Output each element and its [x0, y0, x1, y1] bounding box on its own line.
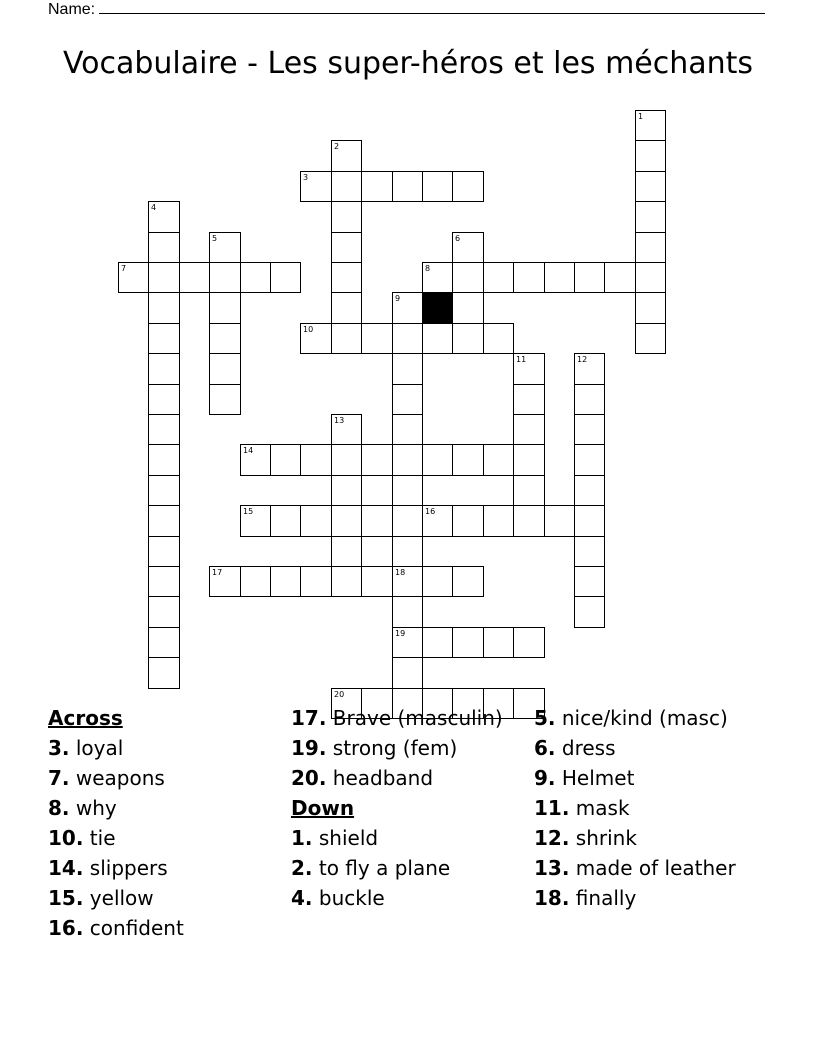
crossword-cell[interactable]	[209, 353, 241, 385]
crossword-cell[interactable]	[240, 505, 271, 537]
crossword-cell[interactable]	[331, 566, 362, 597]
clue-text: headband	[332, 765, 434, 790]
crossword-cell[interactable]	[209, 292, 241, 324]
crossword-cell[interactable]	[148, 596, 180, 628]
crossword-cell[interactable]	[452, 171, 484, 202]
crossword-cell[interactable]	[148, 536, 180, 567]
crossword-cell[interactable]	[574, 475, 605, 506]
crossword-cell[interactable]	[148, 323, 180, 354]
crossword-cell[interactable]	[270, 262, 301, 293]
crossword-cell[interactable]	[635, 292, 666, 324]
clue-text: shield	[318, 825, 379, 850]
crossword-cell[interactable]	[331, 262, 362, 293]
crossword-cell[interactable]	[635, 140, 666, 172]
crossword-cell[interactable]	[452, 627, 484, 658]
clue-number: 2.	[291, 855, 313, 880]
crossword-cell[interactable]	[361, 171, 393, 202]
crossword-cell[interactable]	[148, 444, 180, 476]
clue-number-label: 16	[425, 507, 436, 516]
crossword-cell[interactable]	[148, 262, 180, 293]
clue-item	[48, 793, 284, 823]
clue-number-label: 12	[577, 355, 588, 364]
crossword-cell[interactable]	[148, 353, 180, 385]
crossword-cell[interactable]	[148, 475, 180, 506]
crossword-cell[interactable]	[483, 262, 514, 293]
crossword-cell[interactable]	[300, 505, 332, 537]
clue-number-label: 18	[395, 568, 406, 577]
crossword-cell[interactable]	[392, 475, 423, 506]
crossword-cell[interactable]	[392, 505, 423, 537]
crossword-cell[interactable]	[118, 262, 149, 293]
clue-number: 12.	[534, 825, 570, 850]
crossword-cell[interactable]	[331, 505, 362, 537]
crossword-cell[interactable]	[209, 262, 241, 293]
crossword-cell[interactable]	[392, 323, 423, 354]
clue-number: 11.	[534, 795, 570, 820]
crossword-cell[interactable]	[148, 505, 180, 537]
clue-item	[48, 853, 284, 883]
crossword-cell[interactable]	[331, 292, 362, 324]
clue-number: 16.	[48, 915, 84, 940]
crossword-cell[interactable]	[422, 505, 453, 537]
clue-item	[534, 793, 770, 823]
clue-number-label: 3	[303, 173, 309, 182]
crossword-cell[interactable]	[513, 505, 545, 537]
crossword-cell[interactable]	[361, 323, 393, 354]
clue-number: 5.	[534, 705, 556, 730]
crossword-cell[interactable]	[300, 171, 332, 202]
clue-number: 18.	[534, 885, 570, 910]
clue-number-label: 14	[243, 446, 254, 455]
clue-number: 13.	[534, 855, 570, 880]
clue-item	[291, 823, 527, 853]
clue-text: mask	[575, 795, 630, 820]
page-title: Vocabulaire - Les super-héros et les méchants	[62, 46, 754, 81]
clue-text: Helmet	[561, 765, 635, 790]
down-heading: Down	[291, 796, 355, 820]
crossword-cell[interactable]	[574, 536, 605, 567]
crossword-cell[interactable]	[209, 323, 241, 354]
crossword-cell[interactable]	[331, 140, 362, 172]
clue-item	[534, 763, 770, 793]
crossword-cell[interactable]	[392, 444, 423, 476]
crossword-cell[interactable]	[483, 505, 514, 537]
crossword-cell[interactable]	[300, 444, 332, 476]
crossword-cell[interactable]	[635, 201, 666, 233]
name-underline	[99, 0, 765, 14]
crossword-cell[interactable]	[513, 414, 545, 445]
crossword-cell[interactable]	[392, 596, 423, 628]
crossword-cell[interactable]	[635, 262, 666, 293]
crossword-cell[interactable]	[148, 384, 180, 415]
crossword-cell[interactable]	[513, 444, 545, 476]
crossword-cell[interactable]	[240, 444, 271, 476]
clue-item	[48, 733, 284, 763]
crossword-cell[interactable]	[422, 444, 453, 476]
clue-text: Brave (masculin)	[332, 705, 503, 730]
clue-column-2	[291, 703, 527, 913]
crossword-cell[interactable]	[392, 414, 423, 445]
clue-number-label: 2	[334, 142, 340, 151]
crossword-cell[interactable]	[422, 627, 453, 658]
crossword-cell[interactable]	[392, 353, 423, 385]
clue-number-label: 9	[395, 294, 401, 303]
crossword-cell[interactable]	[574, 262, 605, 293]
crossword-cell[interactable]	[483, 444, 514, 476]
crossword-cell[interactable]	[452, 444, 484, 476]
crossword-cell[interactable]	[604, 262, 636, 293]
crossword-cell[interactable]	[452, 292, 484, 324]
crossword-cell[interactable]	[300, 323, 332, 354]
clue-item	[534, 823, 770, 853]
clue-number-label: 6	[455, 234, 461, 243]
crossword-cell[interactable]	[392, 566, 423, 597]
clue-text: made of leather	[575, 855, 736, 880]
crossword-cell[interactable]	[452, 323, 484, 354]
clue-text: dress	[561, 735, 616, 760]
crossword-cell[interactable]	[270, 566, 301, 597]
clue-number-label: 17	[212, 568, 223, 577]
clue-item	[534, 733, 770, 763]
clue-text: finally	[575, 885, 637, 910]
clue-item	[534, 703, 770, 733]
clue-text: strong (fem)	[332, 735, 458, 760]
crossword-cell[interactable]	[513, 475, 545, 506]
crossword-cell[interactable]	[209, 384, 241, 415]
crossword-cell[interactable]	[422, 566, 453, 597]
crossword-cell[interactable]	[392, 627, 423, 658]
clue-number-label: 13	[334, 416, 345, 425]
clue-item	[291, 733, 527, 763]
across-heading: Across	[48, 706, 123, 730]
crossword-cell[interactable]	[179, 262, 210, 293]
crossword-cell[interactable]	[331, 444, 362, 476]
crossword-cell[interactable]	[422, 323, 453, 354]
crossword-cell[interactable]	[209, 232, 241, 263]
crossword-cell[interactable]	[331, 232, 362, 263]
clue-number-label: 15	[243, 507, 254, 516]
clue-text: tie	[89, 825, 116, 850]
crossword-cell[interactable]	[331, 323, 362, 354]
crossword-cell[interactable]	[240, 262, 271, 293]
crossword-cell[interactable]	[544, 262, 575, 293]
crossword-cell[interactable]	[544, 505, 575, 537]
clue-item	[291, 883, 527, 913]
clue-number: 15.	[48, 885, 84, 910]
clue-item	[534, 883, 770, 913]
crossword-cell[interactable]	[148, 201, 180, 233]
crossword-cell[interactable]	[270, 444, 301, 476]
crossword-cell[interactable]	[574, 505, 605, 537]
clue-number-label: 1	[638, 112, 644, 121]
clue-number-label: 5	[212, 234, 218, 243]
clue-text: weapons	[75, 765, 165, 790]
clue-item	[291, 853, 527, 883]
crossword-cell[interactable]	[452, 232, 484, 263]
clue-item	[48, 823, 284, 853]
crossword-cell[interactable]	[331, 201, 362, 233]
clue-column-1	[48, 703, 284, 943]
clue-item	[534, 853, 770, 883]
crossword-cell[interactable]	[422, 262, 453, 293]
crossword-cell[interactable]	[392, 292, 423, 324]
crossword-cell[interactable]	[574, 353, 605, 385]
clue-number-label: 19	[395, 629, 406, 638]
clue-number: 17.	[291, 705, 327, 730]
crossword-cell[interactable]	[452, 262, 484, 293]
crossword-cell[interactable]	[513, 353, 545, 385]
clue-text: why	[75, 795, 117, 820]
clue-text: nice/kind (masc)	[561, 705, 728, 730]
clue-number: 10.	[48, 825, 84, 850]
crossword-cell[interactable]	[300, 566, 332, 597]
clue-column-3	[534, 703, 770, 913]
crossword-cell[interactable]	[574, 596, 605, 628]
crossword-cell[interactable]	[513, 384, 545, 415]
clue-number-label: 10	[303, 325, 314, 334]
clue-number-label: 7	[121, 264, 127, 273]
crossword-cell[interactable]	[148, 627, 180, 658]
crossword-cell[interactable]	[513, 627, 545, 658]
crossword-cell[interactable]	[574, 566, 605, 597]
crossword-cell[interactable]	[452, 505, 484, 537]
crossword-cell[interactable]	[452, 566, 484, 597]
clue-text: slippers	[89, 855, 168, 880]
clue-number: 8.	[48, 795, 70, 820]
clue-number: 6.	[534, 735, 556, 760]
crossword-cell[interactable]	[331, 171, 362, 202]
crossword-cell[interactable]	[148, 232, 180, 263]
clue-number-label: 8	[425, 264, 431, 273]
crossword-cell[interactable]	[483, 323, 514, 354]
clue-text: loyal	[75, 735, 124, 760]
clue-number: 9.	[534, 765, 556, 790]
crossword-cell[interactable]	[240, 566, 271, 597]
clue-text: buckle	[318, 885, 385, 910]
crossword-cell[interactable]	[331, 475, 362, 506]
crossword-cell[interactable]	[331, 536, 362, 567]
name-field[interactable]	[48, 0, 765, 19]
clue-item	[48, 913, 284, 943]
clue-number-label: 11	[516, 355, 527, 364]
crossword-cell[interactable]	[635, 323, 666, 354]
crossword-cell[interactable]	[422, 171, 453, 202]
clue-number: 7.	[48, 765, 70, 790]
crossword-cell[interactable]	[270, 505, 301, 537]
name-label: Name:	[48, 1, 96, 18]
crossword-cell[interactable]	[148, 292, 180, 324]
clue-text: shrink	[575, 825, 637, 850]
clue-number-label: 20	[334, 690, 345, 699]
clue-number: 20.	[291, 765, 327, 790]
crossword-cell[interactable]	[635, 171, 666, 202]
clue-text: confident	[89, 915, 184, 940]
crossword-cell[interactable]	[148, 414, 180, 445]
clue-number: 19.	[291, 735, 327, 760]
crossword-cell[interactable]	[392, 536, 423, 567]
clue-text: to fly a plane	[318, 855, 451, 880]
crossword-cell[interactable]	[209, 566, 241, 597]
clue-number: 3.	[48, 735, 70, 760]
crossword-cell[interactable]	[513, 262, 545, 293]
crossword-cell[interactable]	[574, 444, 605, 476]
crossword-cell[interactable]	[574, 414, 605, 445]
clue-item	[48, 883, 284, 913]
crossword-cell[interactable]	[635, 232, 666, 263]
crossword-cell[interactable]	[148, 657, 180, 689]
clue-number: 14.	[48, 855, 84, 880]
clue-number: 4.	[291, 885, 313, 910]
black-square	[422, 292, 453, 324]
crossword-cell[interactable]	[331, 414, 362, 445]
clue-text: yellow	[89, 885, 154, 910]
crossword-cell[interactable]	[483, 627, 514, 658]
clue-number-label: 4	[151, 203, 157, 212]
crossword-cell[interactable]	[392, 657, 423, 689]
crossword-cell[interactable]	[574, 384, 605, 415]
clue-item	[291, 763, 527, 793]
crossword-cell[interactable]	[148, 566, 180, 597]
crossword-cell[interactable]	[635, 110, 666, 141]
crossword-cell[interactable]	[392, 384, 423, 415]
crossword-cell[interactable]	[361, 444, 393, 476]
clue-item	[291, 703, 527, 733]
clue-item	[48, 763, 284, 793]
clue-number: 1.	[291, 825, 313, 850]
crossword-cell[interactable]	[361, 566, 393, 597]
crossword-cell[interactable]	[361, 505, 393, 537]
crossword-cell[interactable]	[392, 171, 423, 202]
